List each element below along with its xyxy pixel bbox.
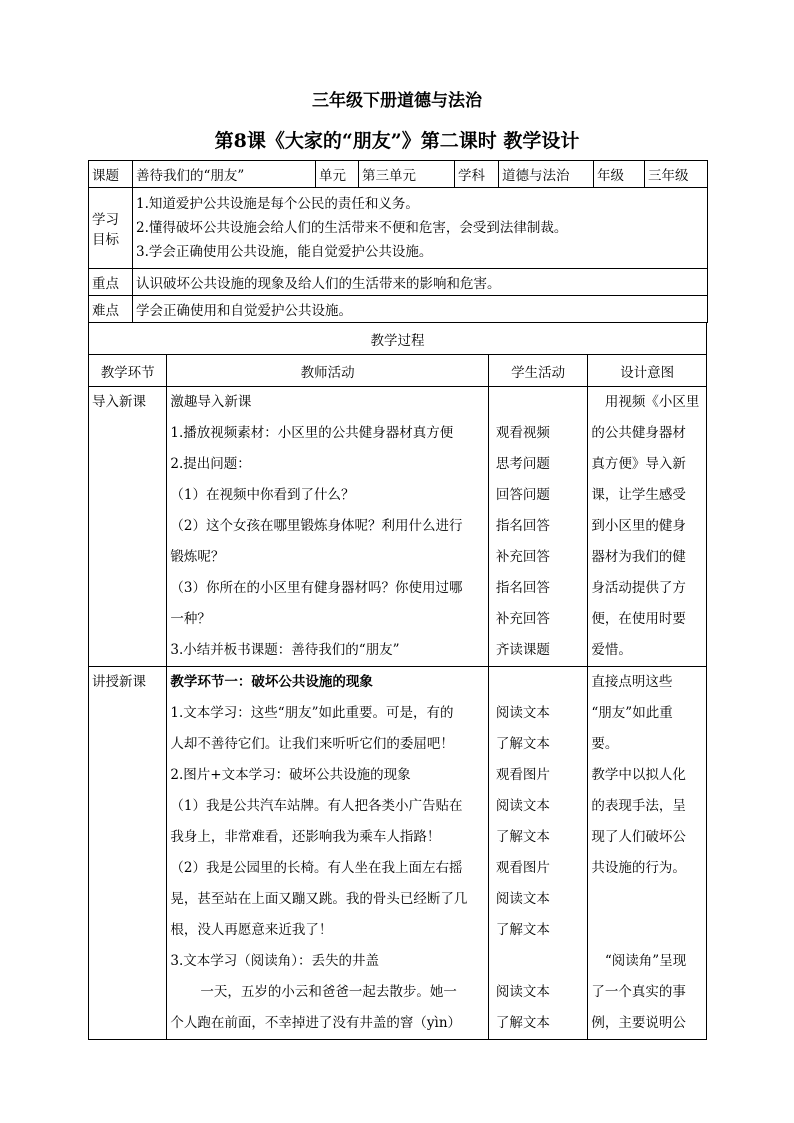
student-line: 观看图片 xyxy=(495,767,550,783)
intent-line: 要。 xyxy=(591,736,619,752)
teacher-line: 1.播放视频素材：小区里的公共健身器材真方便 xyxy=(170,425,454,441)
teacher-line: 2.图片+文本学习：破坏公共设施的现象 xyxy=(170,767,411,783)
student-line: 思考问题 xyxy=(495,456,550,472)
design-intent-cell xyxy=(588,667,707,1040)
intent-line: 便，在使用时要 xyxy=(591,611,686,627)
document-title: 三年级下册道德与法治 xyxy=(312,91,482,111)
header-student: 学生活动 xyxy=(488,355,587,387)
intent-line xyxy=(591,884,703,915)
key-row xyxy=(89,269,708,296)
student-line: 了解文本 xyxy=(495,1015,550,1031)
student-line: 补充回答 xyxy=(495,611,550,627)
teacher-line: 激趣导入新课 xyxy=(170,394,252,410)
process-row-intro xyxy=(89,387,707,667)
process-table xyxy=(88,322,707,1040)
grade-value: 三年级 xyxy=(645,161,708,188)
goals-label-line: 目标 xyxy=(92,232,119,248)
student-line: 补充回答 xyxy=(495,549,550,565)
student-line: 观看图片 xyxy=(495,860,550,876)
teacher-line: 晃，甚至站在上面又蹦又跳。我的骨头已经断了几 xyxy=(170,891,468,907)
student-activity-cell xyxy=(488,387,587,667)
teacher-section-heading: 教学环节一：破坏公共设施的现象 xyxy=(170,674,373,690)
teacher-line: 一种？ xyxy=(170,611,211,627)
teacher-line: 人却不善待它们。让我们来听听它们的委屈吧！ xyxy=(170,736,454,752)
topic-value: 善待我们的“朋友” xyxy=(133,161,316,188)
difficulty-text: 学会正确使用和自觉爱护公共设施。 xyxy=(133,296,708,323)
header-teacher: 教师活动 xyxy=(167,355,489,387)
teacher-line: （3）你所在的小区里有健身器材吗？你使用过哪 xyxy=(170,580,463,596)
goals-label xyxy=(89,188,133,269)
stage-cell xyxy=(89,667,167,1040)
process-row-new-lesson xyxy=(89,667,707,1040)
difficulty-label: 难点 xyxy=(89,296,133,323)
student-line: 了解文本 xyxy=(495,922,550,938)
process-title-row xyxy=(89,323,707,355)
teacher-activity-cell xyxy=(167,667,489,1040)
difficulty-row xyxy=(89,296,708,323)
student-line: 阅读文本 xyxy=(495,984,550,1000)
student-line: 观看视频 xyxy=(495,425,550,441)
subject-label: 学科 xyxy=(455,161,499,188)
student-activity-cell xyxy=(488,667,587,1040)
teacher-line: （1）我是公共汽车站牌。有人把各类小广告贴在 xyxy=(170,798,463,814)
teacher-line: 1.文本学习：这些“朋友”如此重要。可是，有的 xyxy=(170,705,454,721)
student-line: 了解文本 xyxy=(495,829,550,845)
student-line: 指名回答 xyxy=(495,580,550,596)
topic-label: 课题 xyxy=(89,161,133,188)
header-stage: 教学环节 xyxy=(89,355,167,387)
intent-line: 教学中以拟人化 xyxy=(591,767,686,783)
intent-line: “阅读角”呈现 xyxy=(591,953,687,969)
intent-line: 真方便》导入新 xyxy=(591,456,686,472)
teacher-line: 个人跑在前面，不幸掉进了没有井盖的窨（yìn） xyxy=(170,1015,462,1031)
student-line: 了解文本 xyxy=(495,736,550,752)
intent-line: 用视频《小区里 xyxy=(591,394,700,410)
process-header-row xyxy=(89,355,707,387)
teacher-line: 我身上，非常难看，还影响我为乘车人指路！ xyxy=(170,829,441,845)
student-line: 阅读文本 xyxy=(495,705,550,721)
intent-line: 身活动提供了方 xyxy=(591,580,686,596)
goal-item: 3.学会正确使用公共设施，能自觉爱护公共设施。 xyxy=(136,244,433,260)
teacher-line: （2）这个女孩在哪里锻炼身体呢？利用什么进行 xyxy=(170,518,463,534)
goals-content xyxy=(133,188,708,269)
student-line xyxy=(496,387,584,418)
subject-value: 道德与法治 xyxy=(499,161,594,188)
student-line: 指名回答 xyxy=(495,518,550,534)
goals-label-line: 学习 xyxy=(92,212,119,228)
teacher-line: （1）在视频中你看到了什么？ xyxy=(170,487,355,503)
student-line: 回答问题 xyxy=(495,487,550,503)
teacher-line: 锻炼呢？ xyxy=(170,549,225,565)
intent-line: 了一个真实的事 xyxy=(591,984,686,1000)
key-label: 重点 xyxy=(89,269,133,296)
goals-row xyxy=(89,188,708,269)
intent-line: 器材为我们的健 xyxy=(591,549,686,565)
student-line: 阅读文本 xyxy=(495,891,550,907)
lesson-title: 第8课《大家的“朋友”》第二课时 教学设计 xyxy=(214,130,580,152)
unit-label: 单元 xyxy=(316,161,359,188)
teacher-line: 2.提出问题： xyxy=(170,456,251,472)
student-line: 齐读课题 xyxy=(495,642,550,658)
process-title: 教学过程 xyxy=(89,323,707,355)
teacher-line: 根，没人再愿意来近我了！ xyxy=(170,922,333,938)
intent-line: 例，主要说明公 xyxy=(591,1015,686,1031)
intent-line: 现了人们破坏公 xyxy=(591,829,686,845)
key-text: 认识破坏公共设施的现象及给人们的生活带来的影响和危害。 xyxy=(133,269,708,296)
header-intent: 设计意图 xyxy=(588,355,707,387)
teacher-line: 一天，五岁的小云和爸爸一起去散步。她一 xyxy=(200,984,457,1000)
design-intent-cell xyxy=(588,387,707,667)
stage-label: 导入新课 xyxy=(92,394,146,410)
teacher-line: 3.小结并板书课题：善待我们的“朋友” xyxy=(170,642,400,658)
teacher-line: （2）我是公园里的长椅。有人坐在我上面左右摇 xyxy=(170,860,463,876)
stage-label: 讲授新课 xyxy=(92,674,146,690)
goal-item: 2.懂得破坏公共设施会给人们的生活带来不便和危害，会受到法律制裁。 xyxy=(136,220,568,236)
goal-item: 1.知道爱护公共设施是每个公民的责任和义务。 xyxy=(136,196,419,212)
student-line xyxy=(496,667,584,698)
teacher-line: 3.文本学习（阅读角）：丢失的井盖 xyxy=(170,953,380,969)
student-line xyxy=(496,946,584,977)
intent-line: 直接点明这些 xyxy=(591,674,673,690)
grade-label: 年级 xyxy=(594,161,645,188)
teacher-activity-cell xyxy=(167,387,489,667)
intent-line xyxy=(591,915,703,946)
intent-line: 到小区里的健身 xyxy=(591,518,686,534)
intent-line: 爱惜。 xyxy=(591,642,632,658)
unit-value: 第三单元 xyxy=(359,161,455,188)
intent-line: 的公共健身器材 xyxy=(591,425,686,441)
intent-line: 的表现手法，呈 xyxy=(591,798,686,814)
intent-line: “朋友”如此重 xyxy=(591,705,673,721)
info-row xyxy=(89,161,708,188)
intent-line: 课，让学生感受 xyxy=(591,487,686,503)
info-table xyxy=(88,160,708,323)
student-line: 阅读文本 xyxy=(495,798,550,814)
intent-line: 共设施的行为。 xyxy=(591,860,686,876)
stage-cell xyxy=(89,387,167,667)
